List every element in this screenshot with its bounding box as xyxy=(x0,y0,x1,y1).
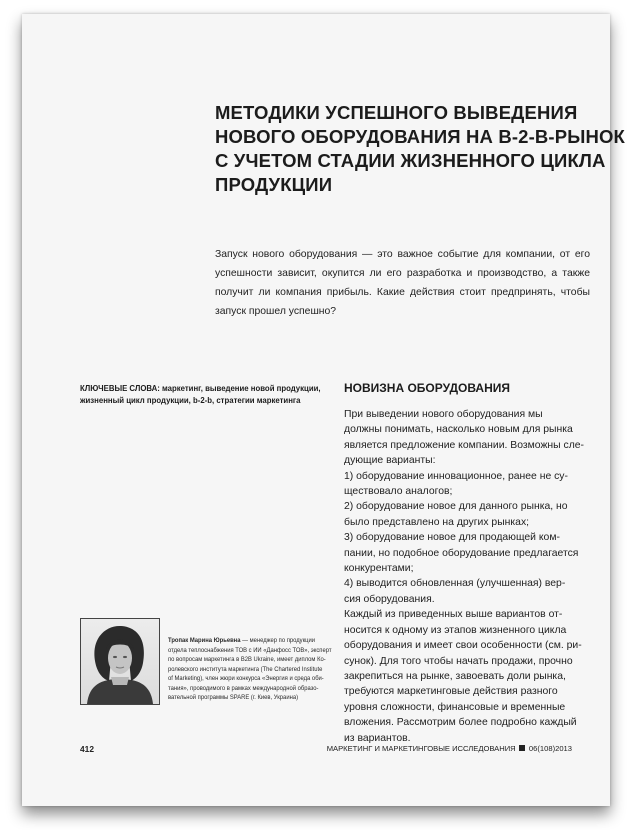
body-line: сия оборудования. xyxy=(344,593,435,605)
body-line: дующие варианты: xyxy=(344,455,436,467)
body-line: сунок). Для того чтобы начать продажи, прочно xyxy=(344,655,573,667)
body-line: 4) выводится обновленная (улучшенная) вер- xyxy=(344,578,566,590)
bio-line: тания», проводимого в рамках международной образо- xyxy=(168,684,319,692)
body-line: При выведении нового оборудования мы xyxy=(344,409,543,420)
keywords-block: КЛЮЧЕВЫЕ СЛОВА: маркетинг, выведение новой продукции, жизненный цикл продукции, b-2-b, стратегии маркетинга xyxy=(80,383,321,405)
article-title xyxy=(215,101,625,197)
page-number: 412 xyxy=(80,744,94,754)
journal-footer xyxy=(327,744,572,753)
body-line: 1) оборудование инновационное, ранее не су- xyxy=(344,470,568,482)
bio-line: ролевского института маркетинга (The Chartered Institute xyxy=(168,665,323,673)
journal-page xyxy=(22,14,625,806)
body-line: закрепиться на рынке, завоевать доли рынка, xyxy=(344,670,566,682)
journal-name: МАРКЕТИНГ И МАРКЕТИНГОВЫЕ ИССЛЕДОВАНИЯ xyxy=(326,744,516,753)
article-title-line: ПРОДУКЦИИ xyxy=(215,174,333,195)
section-heading: НОВИЗНА ОБОРУДОВАНИЯ xyxy=(344,381,511,395)
bio-line: вательной программы SPARE (г. Киев, Украина) xyxy=(168,694,299,701)
bio-line: отдела теплоснабжения ТОВ с ИИ «Данфосс ТОВ», эксперт xyxy=(168,646,332,654)
article-title-line: С УЧЕТОМ СТАДИИ ЖИЗНЕННОГО ЦИКЛА xyxy=(215,150,606,171)
author-bio xyxy=(168,636,332,703)
body-line: было представлено на других рынках; xyxy=(344,516,530,528)
body-line: оборудования и имеет свои особенности (см. ри- xyxy=(344,640,582,652)
body-line: носится к одному из этапов жизненного цикла xyxy=(344,624,567,636)
author-photo xyxy=(80,618,160,705)
body-line: пании, но подобное оборудование предлагается xyxy=(344,547,579,559)
body-line: 2) оборудование новое для данного рынка, но xyxy=(344,501,568,513)
author-name: Тропак Марина Юрьевна xyxy=(168,637,241,644)
body-line: должны понимать, насколько новым для рынка xyxy=(344,424,573,436)
bio-line: of Marketing), член жюри конкурса «Энергия и среда оби- xyxy=(168,675,324,682)
body-line: уровня сложности, финансовые и временные xyxy=(344,701,566,713)
body-line: является предложение компании. Возможны сле- xyxy=(344,439,584,451)
article-lead: Запуск нового оборудования — это важное событие для компании, от его успешности зависит, окупится ли его разработка и производство, а также получит ли компания прибыль. Какие действия стоит предпринять, чтобы запуск прошел успешно? xyxy=(215,249,590,317)
article-title-line: МЕТОДИКИ УСПЕШНОГО ВЫВЕДЕНИЯ xyxy=(215,102,578,123)
bio-line: по вопросам маркетинга в B2B Ukraine, имеет диплом Ко- xyxy=(168,656,326,663)
bio-line-rest: — менеджер по продукции xyxy=(240,637,316,644)
article-title-line: НОВОГО ОБОРУДОВАНИЯ НА B-2-B-РЫНОК xyxy=(215,126,625,147)
journal-issue: 06(108)2013 xyxy=(528,744,572,753)
body-line: 3) оборудование новое для продающей ком- xyxy=(344,532,560,544)
body-line: из вариантов. xyxy=(344,732,411,744)
square-separator-icon xyxy=(519,745,525,751)
body-line: требуются маркетинговые действия разного xyxy=(344,686,558,698)
body-line: Каждый из приведенных выше вариантов от- xyxy=(344,609,563,621)
article-body xyxy=(344,407,594,746)
body-line: конкурентами; xyxy=(344,563,414,575)
body-line: ществовало аналогов; xyxy=(344,486,453,498)
bio-line xyxy=(168,636,322,646)
body-line: вложения. Рассмотрим более подробно каждый xyxy=(344,717,577,729)
